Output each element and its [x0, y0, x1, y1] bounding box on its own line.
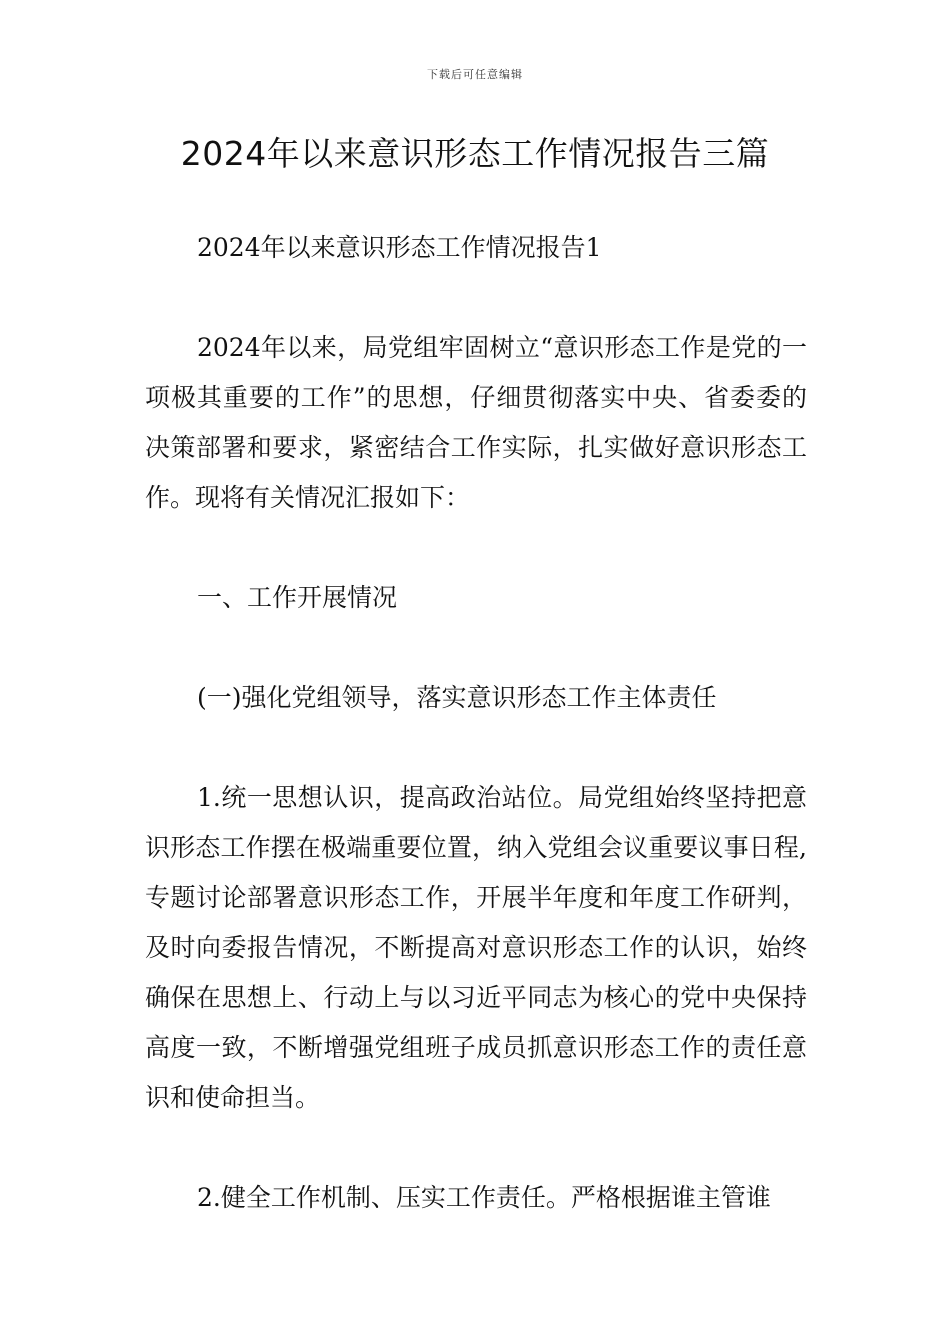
document-title: 2024年以来意识形态工作情况报告三篇: [180, 134, 770, 173]
item-paragraph-2: 2.健全工作机制、压实工作责任。严格根据谁主管谁: [197, 1183, 771, 1212]
subsection-heading-1: (一)强化党组领导，落实意识形态工作主体责任: [197, 683, 717, 712]
section-heading-1: 一、工作开展情况: [197, 583, 398, 612]
header-note: 下载后可任意编辑: [427, 68, 523, 81]
intro-paragraph: 2024年以来，局党组牢固树立“意识形态工作是党的一项极其重要的工作”的思想，仔细贯彻落实中央、省委委的决策部署和要求，紧密结合工作实际，扎实做好意识形态工作。现将有关情况汇报如下：: [145, 333, 807, 512]
document-subtitle: 2024年以来意识形态工作情况报告1: [197, 233, 602, 262]
item-paragraph-1: 1.统一思想认识，提高政治站位。局党组始终坚持把意识形态工作摆在极端重要位置，纳入党组会议重要议事日程,专题讨论部署意识形态工作，开展半年度和年度工作研判，及时向委报告情况，不断提高对意识形态工作的认识，始终确保在思想上、行动上与以习近平同志为核心的党中央保持高度一致，不断增强党组班子成员抓意识形态工作的责任意识和使命担当。: [145, 783, 807, 1112]
